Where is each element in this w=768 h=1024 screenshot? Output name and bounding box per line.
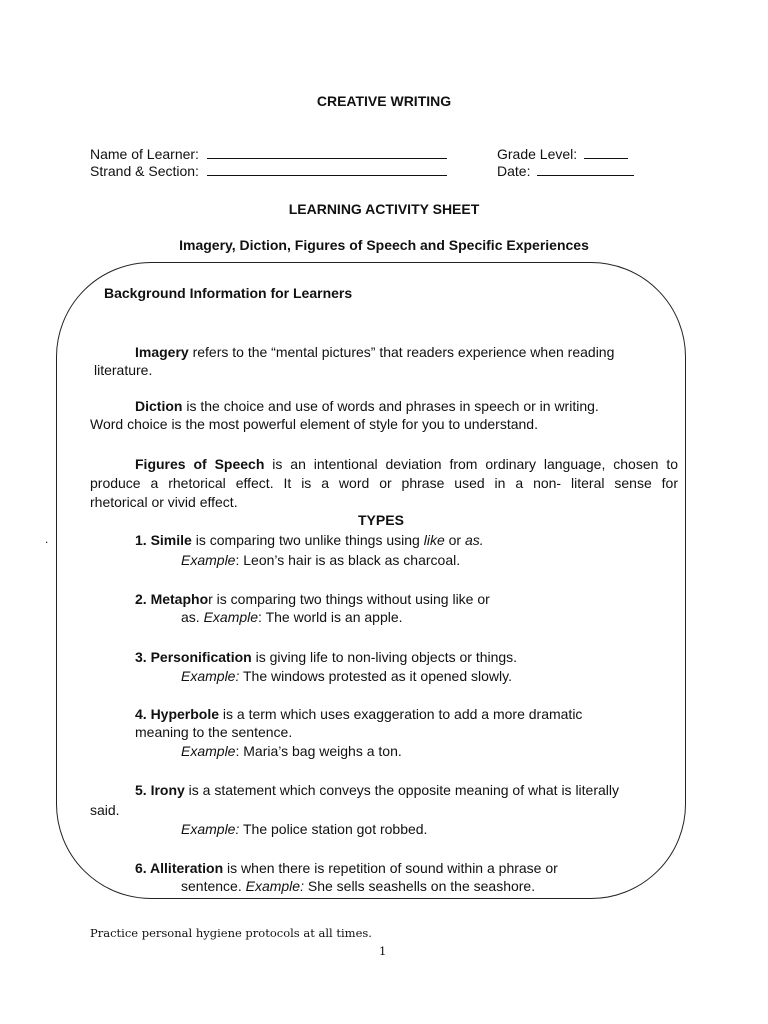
figures-line1	[135, 456, 678, 472]
name-of-learner-field	[90, 146, 447, 162]
simile-as: as.	[464, 532, 484, 548]
subtitle: Imagery, Diction, Figures of Speech and Specific Experiences	[179, 237, 589, 253]
alliteration-example-label: Example:	[245, 878, 304, 894]
hyperbole-line1	[135, 706, 582, 722]
diction-line1	[135, 398, 599, 414]
alliteration-line2-pre: sentence.	[181, 878, 246, 894]
alliteration-line1	[135, 860, 558, 876]
personification-example-text: The windows protested as it opened slowly.	[239, 668, 512, 684]
background-heading: Background Information for Learners	[104, 285, 353, 301]
personification-example	[181, 668, 512, 684]
diction-line2: Word choice is the most powerful element of style for you to understand.	[90, 416, 538, 432]
irony-line1	[135, 782, 619, 798]
page-number: 1	[379, 944, 387, 958]
footer-note: Practice personal hygiene protocols at all times.	[90, 926, 372, 940]
simile-example-text: : Leon’s hair is as black as charcoal.	[235, 552, 461, 568]
simile-example-label: Example	[181, 552, 236, 568]
irony-term: 5. Irony	[135, 782, 185, 798]
irony-example	[181, 821, 427, 837]
grade-level-field	[497, 146, 628, 162]
grade-label: Grade Level:	[497, 146, 578, 162]
simile-text: is comparing two unlike things using	[191, 532, 424, 548]
metaphor-text: r is comparing two things without using like or	[208, 591, 490, 607]
alliteration-example-text: She sells seashells on the seashore.	[303, 878, 536, 894]
figures-line3: rhetorical or vivid effect.	[90, 494, 238, 510]
personification-example-label: Example:	[181, 668, 240, 684]
imagery-text: refers to the “mental pictures” that readers experience when reading	[188, 344, 615, 360]
hyperbole-term: 4. Hyperbole	[135, 706, 220, 722]
strand-blank-line	[207, 175, 447, 176]
metaphor-line2-pre: as.	[181, 609, 204, 625]
metaphor-example-text: : The world is an apple.	[258, 609, 403, 625]
alliteration-line2	[181, 878, 535, 894]
figures-text: is an intentional deviation from ordinary language, chosen to	[264, 456, 678, 472]
figures-term: Figures of Speech	[135, 456, 265, 472]
irony-line2: said.	[90, 802, 120, 818]
grade-blank-line	[584, 158, 628, 159]
name-label: Name of Learner:	[90, 146, 199, 162]
simile-term: 1. Simile	[135, 532, 192, 548]
simile-like: like	[423, 532, 445, 548]
metaphor-line2	[181, 609, 403, 625]
date-label: Date:	[497, 163, 531, 179]
hyperbole-example-label: Example	[181, 743, 236, 759]
page-title: CREATIVE WRITING	[316, 93, 452, 109]
date-field	[497, 163, 634, 179]
hyperbole-line2: meaning to the sentence.	[135, 724, 293, 740]
stray-dot: .	[45, 532, 49, 546]
personification-text: is giving life to non-living objects or things.	[251, 649, 518, 665]
alliteration-term: 6. Alliteration	[135, 860, 224, 876]
irony-example-label: Example:	[181, 821, 240, 837]
metaphor-example-label: Example	[203, 609, 259, 625]
irony-text: is a statement which conveys the opposite meaning of what is literally	[184, 782, 620, 798]
strand-section-field	[90, 163, 447, 179]
alliteration-text: is when there is repetition of sound within a phrase or	[223, 860, 558, 876]
hyperbole-example	[181, 743, 402, 759]
figures-line2: produce a rhetorical effect. It is a word or phrase used in a non- literal sense for	[90, 475, 678, 491]
metaphor-line1	[135, 591, 490, 607]
imagery-line1	[135, 344, 614, 360]
diction-text: is the choice and use of words and phrases in speech or in writing.	[182, 398, 599, 414]
irony-example-text: The police station got robbed.	[239, 821, 428, 837]
simile-example	[181, 552, 460, 568]
diction-term: Diction	[135, 398, 183, 414]
imagery-line2: literature.	[94, 362, 153, 378]
simile-line1	[135, 532, 484, 548]
sheet-title: LEARNING ACTIVITY SHEET	[288, 201, 480, 217]
hyperbole-text: is a term which uses exaggeration to add a more dramatic	[219, 706, 583, 722]
name-blank-line	[207, 158, 447, 159]
imagery-term: Imagery	[135, 344, 189, 360]
types-heading: TYPES	[358, 512, 404, 528]
personification-term: 3. Personification	[135, 649, 252, 665]
hyperbole-example-text: : Maria’s bag weighs a ton.	[235, 743, 402, 759]
strand-label: Strand & Section:	[90, 163, 199, 179]
simile-or: or	[444, 532, 465, 548]
metaphor-term: 2. Metapho	[135, 591, 209, 607]
personification-line1	[135, 649, 517, 665]
date-blank-line	[537, 175, 634, 176]
